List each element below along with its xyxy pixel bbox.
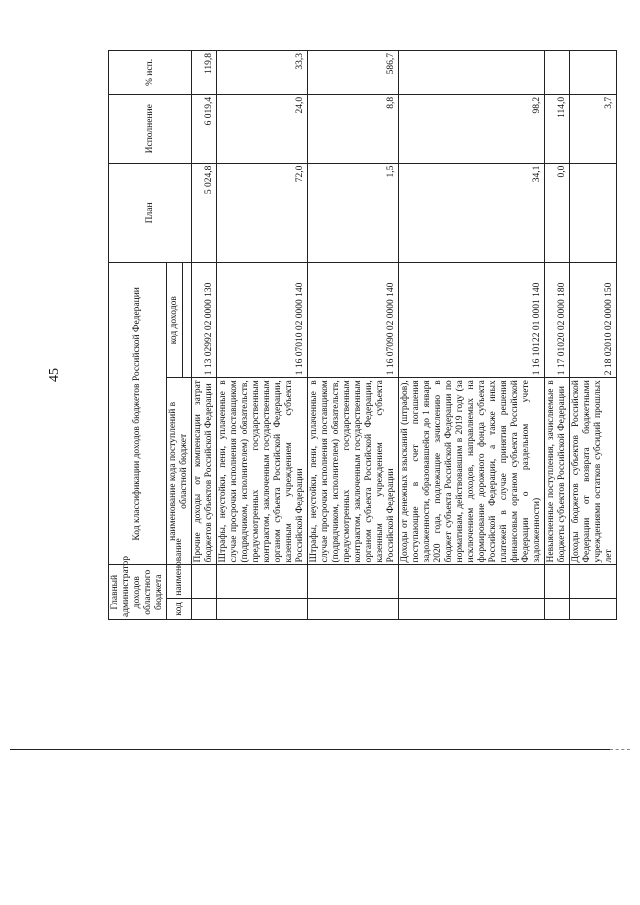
code-cell: 1 16 07090 02 0000 140 (308, 263, 399, 378)
percent-cell (570, 51, 617, 95)
table-row (570, 51, 617, 620)
description-cell: Доходы от денежных взысканий (штрафов), поступающие в счет погашения задолженности, образовавшейся до 1 января 2020 года, подлежащие зачислению в бюджет субъекта Российской Федерации по нормативам, действовавшим в 2019 году (за исключением доходов, направляемых на формирование дорожного фонда субъекта Российской Федерации, а также иных платежей в случае принятия решения финансовым органом субъекта Российской Федерации о раздельном учете задолженности) (399, 378, 545, 565)
description-cell: Штрафы, неустойки, пени, уплаченные в случае просрочки исполнения поставщиком (подрядчиком, исполнителем) обязательств, предусмотренных государственным контрактом, заключенным государственным органом субъекта Российской Федерации, казенным учреждением субъекта Российской Федерации (217, 378, 308, 565)
header-row-1 (109, 51, 167, 620)
percent-header: % исп. (109, 51, 192, 95)
admin-name-cell (217, 565, 308, 598)
admin-code-cell (217, 598, 308, 619)
code-cell: 1 16 07010 02 0000 140 (217, 263, 308, 378)
page-separator-line (10, 749, 610, 750)
table-row (192, 51, 217, 620)
plan-cell: 72,0 (217, 163, 308, 263)
income-code-header: код доходов (167, 263, 183, 378)
execution-cell: 6 019,4 (192, 94, 217, 163)
admin-name-cell (192, 565, 217, 598)
admin-code-cell (399, 598, 545, 619)
admin-code-cell (545, 598, 570, 619)
description-cell: Штрафы, неустойки, пени, уплаченные в случае просрочки исполнения поставщиком (подрядчиком, исполнителем) обязательств, предусмотренных государственным контрактом, заключенным государственным органом субъекта Российской Федерации, казенным учреждением субъекта Российской Федерации (308, 378, 399, 565)
execution-cell: 98,2 (399, 94, 545, 163)
percent-cell: 119,8 (192, 51, 217, 95)
table-row (545, 51, 570, 620)
description-cell: Невыясненные поступления, зачисляемые в бюджеты субъектов Российской Федерации (545, 378, 570, 565)
income-name-header: наименование кода поступлений в областной бюджет (167, 378, 192, 565)
code-cell: 2 18 02010 02 0000 150 (570, 263, 617, 378)
percent-cell (399, 51, 545, 95)
code-cell: 1 16 10122 01 0001 140 (399, 263, 545, 378)
admin-name-header: наименование (167, 565, 192, 598)
execution-cell: 8,8 (308, 94, 399, 163)
plan-cell: 5 024,8 (192, 163, 217, 263)
plan-cell (570, 163, 617, 263)
admin-code-cell (570, 598, 617, 619)
plan-cell: 34,1 (399, 163, 545, 263)
percent-cell: 586,7 (308, 51, 399, 95)
execution-cell: 114,0 (545, 94, 570, 163)
admin-name-cell (570, 565, 617, 598)
table-row (399, 51, 545, 620)
table-row (217, 51, 308, 620)
admin-code-cell (308, 598, 399, 619)
admin-name-cell (545, 565, 570, 598)
page-separator-tail (610, 749, 630, 750)
admin-code-cell (192, 598, 217, 619)
rotated-table-wrapper (108, 50, 614, 620)
code-cell: 1 17 01020 02 0000 180 (545, 263, 570, 378)
execution-cell: 3,7 (570, 94, 617, 163)
admin-name-cell (308, 565, 399, 598)
description-cell: Доходы бюджетов субъектов Российской Федерации от возврата бюджетными учреждениями остатков субсидий прошлых лет (570, 378, 617, 565)
execution-cell: 24,0 (217, 94, 308, 163)
admin-name-cell (399, 565, 545, 598)
execution-header: Исполнение (109, 94, 192, 163)
admin-code-header: код (167, 598, 192, 619)
classification-group-header: Код классификации доходов бюджетов Российской Федерации (109, 263, 167, 565)
percent-cell: 33,3 (217, 51, 308, 95)
page-number: 45 (47, 368, 62, 382)
table-row (308, 51, 399, 620)
plan-header: План (109, 163, 192, 263)
plan-cell: 1,5 (308, 163, 399, 263)
code-cell: 1 13 02992 02 0000 130 (192, 263, 217, 378)
plan-cell: 0,0 (545, 163, 570, 263)
header-spacer (182, 263, 191, 378)
admin-group-header: Главный администратор доходов областного бюджета (109, 565, 167, 620)
percent-cell (545, 51, 570, 95)
income-table (108, 50, 617, 620)
description-cell: Прочие доходы от компенсации затрат бюджетов субъектов Российской Федерации (192, 378, 217, 565)
